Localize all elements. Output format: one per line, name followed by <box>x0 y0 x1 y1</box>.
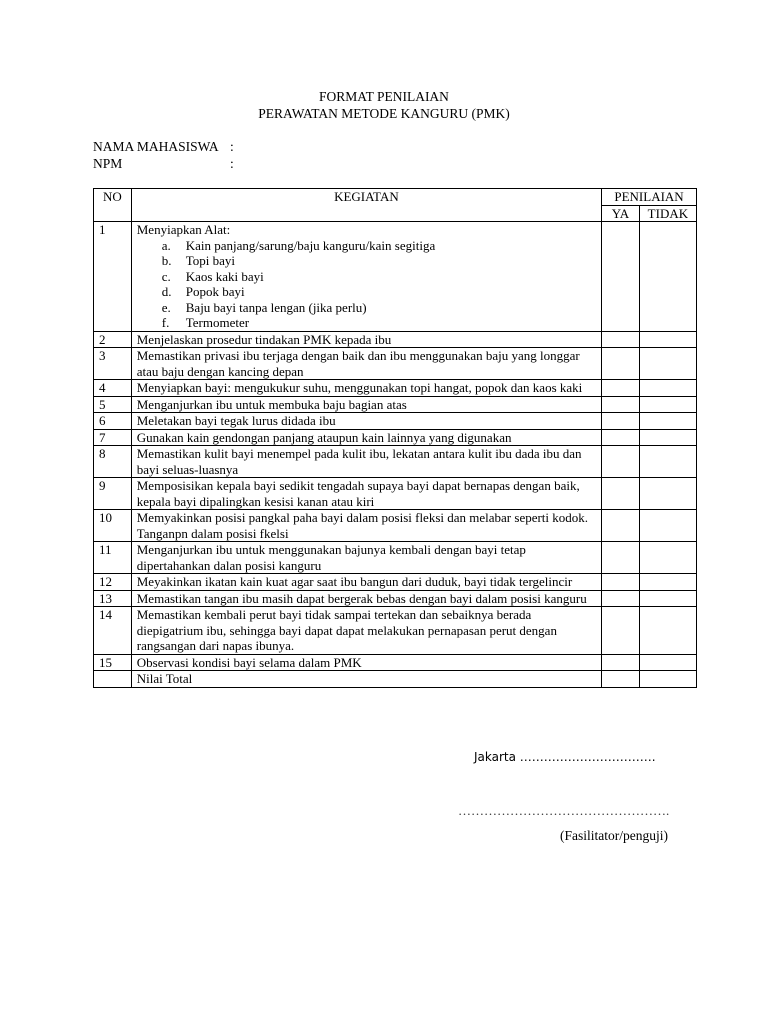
total-tidak-cell[interactable] <box>639 671 696 688</box>
table-row <box>94 478 697 510</box>
ya-cell[interactable] <box>602 348 640 380</box>
npm-colon: : <box>230 156 234 171</box>
row-activity: Memastikan privasi ibu terjaga dengan baik dan ibu menggunakan baju yang longgar atau baju dengan kancing depan <box>131 348 601 380</box>
row-number: 9 <box>94 478 132 510</box>
signature-line: …………………………………………. <box>458 803 670 818</box>
row-number: 3 <box>94 348 132 380</box>
header-ya: YA <box>602 205 640 222</box>
ya-cell[interactable] <box>602 380 640 397</box>
total-ya-cell[interactable] <box>602 671 640 688</box>
tidak-cell[interactable] <box>639 607 696 655</box>
row-number: 4 <box>94 380 132 397</box>
tidak-cell[interactable] <box>639 331 696 348</box>
list-item: d. Popok bayi <box>161 284 245 299</box>
row-number: 8 <box>94 446 132 478</box>
student-name-field <box>93 138 234 155</box>
list-item: c. Kaos kaki bayi <box>161 268 264 284</box>
list-item: b. Topi bayi <box>161 253 236 268</box>
row-activity: Memastikan kembali perut bayi tidak sampai tertekan dan sebaiknya berada diepigatrium ibu, sehingga bayi dapat dapat melakukan pernapasan perut dengan rangsangan dari napas ibunya. <box>131 607 601 655</box>
row-number: 14 <box>94 607 132 655</box>
document-title: FORMAT PENILAIAN <box>319 89 449 104</box>
tidak-cell[interactable] <box>639 446 696 478</box>
row-number: 15 <box>94 654 132 671</box>
tidak-cell[interactable] <box>639 396 696 413</box>
equipment-list <box>137 238 596 331</box>
header-penilaian: PENILAIAN <box>602 189 697 206</box>
list-item: e. Baju bayi tanpa lengan (jika perlu) <box>161 299 367 315</box>
ya-cell[interactable] <box>602 478 640 510</box>
row-number: 6 <box>94 413 132 430</box>
row-activity: Memposisikan kepala bayi sedikit tengadah supaya bayi dapat bernapas dengan baik, kepala bayi dipalingkan kesisi kanan atau kiri <box>131 478 601 510</box>
table-row <box>94 348 697 380</box>
header-no: NO <box>94 189 132 222</box>
row-number: 1 <box>94 222 132 332</box>
row-activity: Meletakan bayi tegak lurus didada ibu <box>131 413 601 430</box>
row-activity: Meyakinkan ikatan kain kuat agar saat ibu bangun dari duduk, bayi tidak tergelincir <box>131 574 601 591</box>
row-activity: Observasi kondisi bayi selama dalam PMK <box>131 654 601 671</box>
table-row <box>94 396 697 413</box>
table-row <box>94 654 697 671</box>
ya-cell[interactable] <box>602 542 640 574</box>
ya-cell[interactable] <box>602 331 640 348</box>
table-row <box>94 331 697 348</box>
row-number: 2 <box>94 331 132 348</box>
ya-cell[interactable] <box>602 574 640 591</box>
row-activity: Menganjurkan ibu untuk menggunakan bajunya kembali dengan bayi tetap dipertahankan dalan posisi kanguru <box>131 542 601 574</box>
row-activity: Memyakinkan posisi pangkal paha bayi dalam posisi fleksi dan melabar seperti kodok. Tanganpn dalam posisi fkelsi <box>131 510 601 542</box>
table-row <box>94 429 697 446</box>
assessment-table <box>93 188 697 688</box>
tidak-cell[interactable] <box>639 380 696 397</box>
tidak-cell[interactable] <box>639 413 696 430</box>
list-item: a. Kain panjang/sarung/baju kanguru/kain segitiga <box>161 237 436 253</box>
table-row <box>94 380 697 397</box>
ya-cell[interactable] <box>602 429 640 446</box>
row-activity: Gunakan kain gendongan panjang ataupun kain lainnya yang digunakan <box>131 429 601 446</box>
row-activity: Menganjurkan ibu untuk membuka baju bagian atas <box>131 396 601 413</box>
signature-role: (Fasilitator/penguji) <box>560 828 668 843</box>
tidak-cell[interactable] <box>639 478 696 510</box>
ya-cell[interactable] <box>602 510 640 542</box>
table-row <box>94 222 697 332</box>
row-activity: Menjelaskan prosedur tindakan PMK kepada ibu <box>131 331 601 348</box>
row-number: 11 <box>94 542 132 574</box>
table-row <box>94 413 697 430</box>
npm-field <box>93 155 234 172</box>
ya-cell[interactable] <box>602 446 640 478</box>
row-activity: Memastikan tangan ibu masih dapat bergerak bebas dengan bayi dalam posisi kanguru <box>131 590 601 607</box>
tidak-cell[interactable] <box>639 574 696 591</box>
tidak-cell[interactable] <box>639 590 696 607</box>
tidak-cell[interactable] <box>639 510 696 542</box>
signature-place-date: Jakarta ……………………………. <box>474 750 656 764</box>
document-subtitle: PERAWATAN METODE KANGURU (PMK) <box>258 106 510 121</box>
table-row <box>94 574 697 591</box>
tidak-cell[interactable] <box>639 654 696 671</box>
ya-cell[interactable] <box>602 654 640 671</box>
total-number-cell <box>94 671 132 688</box>
row-number: 13 <box>94 590 132 607</box>
tidak-cell[interactable] <box>639 542 696 574</box>
row-activity-text: Menyiapkan Alat: <box>136 222 231 237</box>
ya-cell[interactable] <box>602 590 640 607</box>
row-activity <box>131 222 601 332</box>
row-number: 12 <box>94 574 132 591</box>
ya-cell[interactable] <box>602 607 640 655</box>
table-row <box>94 590 697 607</box>
npm-label: NPM <box>93 156 123 171</box>
table-row <box>94 446 697 478</box>
ya-cell[interactable] <box>602 222 640 332</box>
row-number: 7 <box>94 429 132 446</box>
list-item: f. Termometer <box>161 315 250 330</box>
table-row <box>94 510 697 542</box>
table-row <box>94 607 697 655</box>
student-name-label: NAMA MAHASISWA <box>93 139 219 154</box>
row-activity: Menyiapkan bayi: mengukukur suhu, menggunakan topi hangat, popok dan kaos kaki <box>131 380 601 397</box>
table-header-row <box>94 189 697 206</box>
ya-cell[interactable] <box>602 413 640 430</box>
row-activity: Memastikan kulit bayi menempel pada kulit ibu, lekatan antara kulit ibu dada ibu dan bayi seluas-luasnya <box>131 446 601 478</box>
header-tidak: TIDAK <box>639 205 696 222</box>
total-label: Nilai Total <box>131 671 601 688</box>
total-row <box>94 671 697 688</box>
student-name-colon: : <box>230 139 234 154</box>
row-number: 5 <box>94 396 132 413</box>
tidak-cell[interactable] <box>639 348 696 380</box>
row-number: 10 <box>94 510 132 542</box>
tidak-cell[interactable] <box>639 222 696 332</box>
tidak-cell[interactable] <box>639 429 696 446</box>
header-kegiatan: KEGIATAN <box>131 189 601 222</box>
ya-cell[interactable] <box>602 396 640 413</box>
table-row <box>94 542 697 574</box>
